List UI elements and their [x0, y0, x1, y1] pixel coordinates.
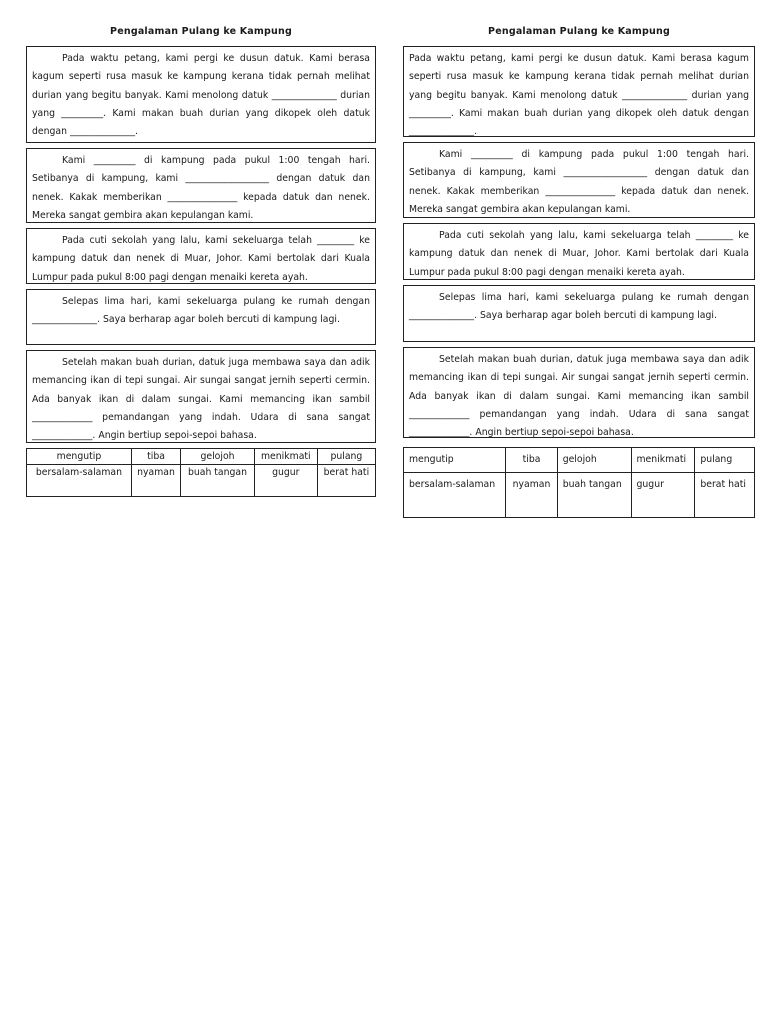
paragraph-text: Pada cuti sekolah yang lalu, kami sekeluarga telah ________ ke kampung datuk dan nenek di Muar, Johor. Kami bertolak dari Kuala Lumpur pada pukul 8:00 pagi dengan menaiki kereta ayah.: [32, 235, 370, 283]
word-bank-cell: gelojoh: [181, 449, 255, 465]
worksheet-left: [26, 0, 376, 497]
word-bank-cell: menikmati: [254, 449, 317, 465]
word-bank-cell: mengutip: [404, 448, 506, 473]
word-bank-cell: nyaman: [131, 465, 180, 497]
paragraph-text: Pada cuti sekolah yang lalu, kami sekeluarga telah ________ ke kampung datuk dan nenek di Muar, Johor. Kami bertolak dari Kuala Lumpur pada pukul 8:00 pagi dengan menaiki kereta ayah.: [409, 230, 749, 278]
worksheet-right: [403, 0, 755, 518]
word-bank-table: [26, 448, 376, 497]
word-bank-cell: buah tangan: [181, 465, 255, 497]
word-bank-cell: berat hati: [317, 465, 375, 497]
paragraph-box-3: [403, 223, 755, 280]
word-bank-cell: tiba: [131, 449, 180, 465]
word-bank-cell: nyaman: [506, 473, 557, 518]
paragraph-box-2: [403, 142, 755, 218]
paragraph-text: Pada waktu petang, kami pergi ke dusun datuk. Kami berasa kagum seperti rusa masuk ke kampung kerana tidak pernah melihat durian yang begitu banyak. Kami menolong datuk ______________ durian yang _________. Kami makan buah durian yang dikopek oleh datuk dengan ______________.: [409, 53, 749, 138]
word-bank-cell: mengutip: [27, 449, 132, 465]
paragraph-text: Kami _________ di kampung pada pukul 1:00 tengah hari. Setibanya di kampung, kami __________________ dengan datuk dan nenek. Kakak memberikan _______________ kepada datuk dan nenek. Mereka sangat gembira akan kepulangan kami.: [409, 149, 749, 215]
worksheet-title: Pengalaman Pulang ke Kampung: [488, 26, 670, 37]
word-bank-table: [403, 447, 755, 518]
paragraph-box-2: [26, 148, 376, 223]
paragraph-box-1: [403, 46, 755, 137]
paragraph-text: Selepas lima hari, kami sekeluarga pulang ke rumah dengan ______________. Saya berharap agar boleh bercuti di kampung lagi.: [409, 292, 749, 322]
paragraph-text: Setelah makan buah durian, datuk juga membawa saya dan adik memancing ikan di tepi sungai. Air sungai sangat jernih seperti cermin. Ada banyak ikan di dalam sungai. Kami memancing ikan sambil _____________ pemandangan yang indah. Udara di sana sangat _____________. Angin bertiup sepoi-sepoi bahasa.: [32, 357, 370, 442]
word-bank-cell: pulang: [695, 448, 755, 473]
paragraph-text: Pada waktu petang, kami pergi ke dusun datuk. Kami berasa kagum seperti rusa masuk ke kampung kerana tidak pernah melihat durian yang begitu banyak. Kami menolong datuk ______________ durian yang _________. Kami makan buah durian yang dikopek oleh datuk dengan ______________.: [32, 53, 370, 138]
word-bank-cell: bersalam-salaman: [27, 465, 132, 497]
paragraph-box-1: [26, 46, 376, 143]
word-bank-cell: pulang: [317, 449, 375, 465]
word-bank-cell: buah tangan: [557, 473, 631, 518]
paragraph-text: Setelah makan buah durian, datuk juga membawa saya dan adik memancing ikan di tepi sungai. Air sungai sangat jernih seperti cermin. Ada banyak ikan di dalam sungai. Kami memancing ikan sambil _____________ pemandangan yang indah. Udara di sana sangat _____________. Angin bertiup sepoi-sepoi bahasa.: [409, 354, 749, 439]
word-bank-cell: berat hati: [695, 473, 755, 518]
paragraph-text: Selepas lima hari, kami sekeluarga pulang ke rumah dengan ______________. Saya berharap agar boleh bercuti di kampung lagi.: [32, 296, 370, 326]
word-bank-cell: gelojoh: [557, 448, 631, 473]
word-bank-row: [27, 449, 376, 465]
worksheet-title: Pengalaman Pulang ke Kampung: [110, 26, 292, 37]
word-bank-cell: bersalam-salaman: [404, 473, 506, 518]
paragraph-box-5: [403, 347, 755, 438]
word-bank-row: [404, 448, 755, 473]
word-bank-row: [404, 473, 755, 518]
word-bank-cell: tiba: [506, 448, 557, 473]
paragraph-box-4: [403, 285, 755, 342]
paragraph-text: Kami _________ di kampung pada pukul 1:00 tengah hari. Setibanya di kampung, kami __________________ dengan datuk dan nenek. Kakak memberikan _______________ kepada datuk dan nenek. Mereka sangat gembira akan kepulangan kami.: [32, 155, 370, 221]
word-bank-row: [27, 465, 376, 497]
paragraph-box-5: [26, 350, 376, 443]
word-bank-cell: gugur: [254, 465, 317, 497]
word-bank-cell: menikmati: [631, 448, 695, 473]
word-bank-cell: gugur: [631, 473, 695, 518]
paragraph-box-4: [26, 289, 376, 345]
paragraph-box-3: [26, 228, 376, 284]
